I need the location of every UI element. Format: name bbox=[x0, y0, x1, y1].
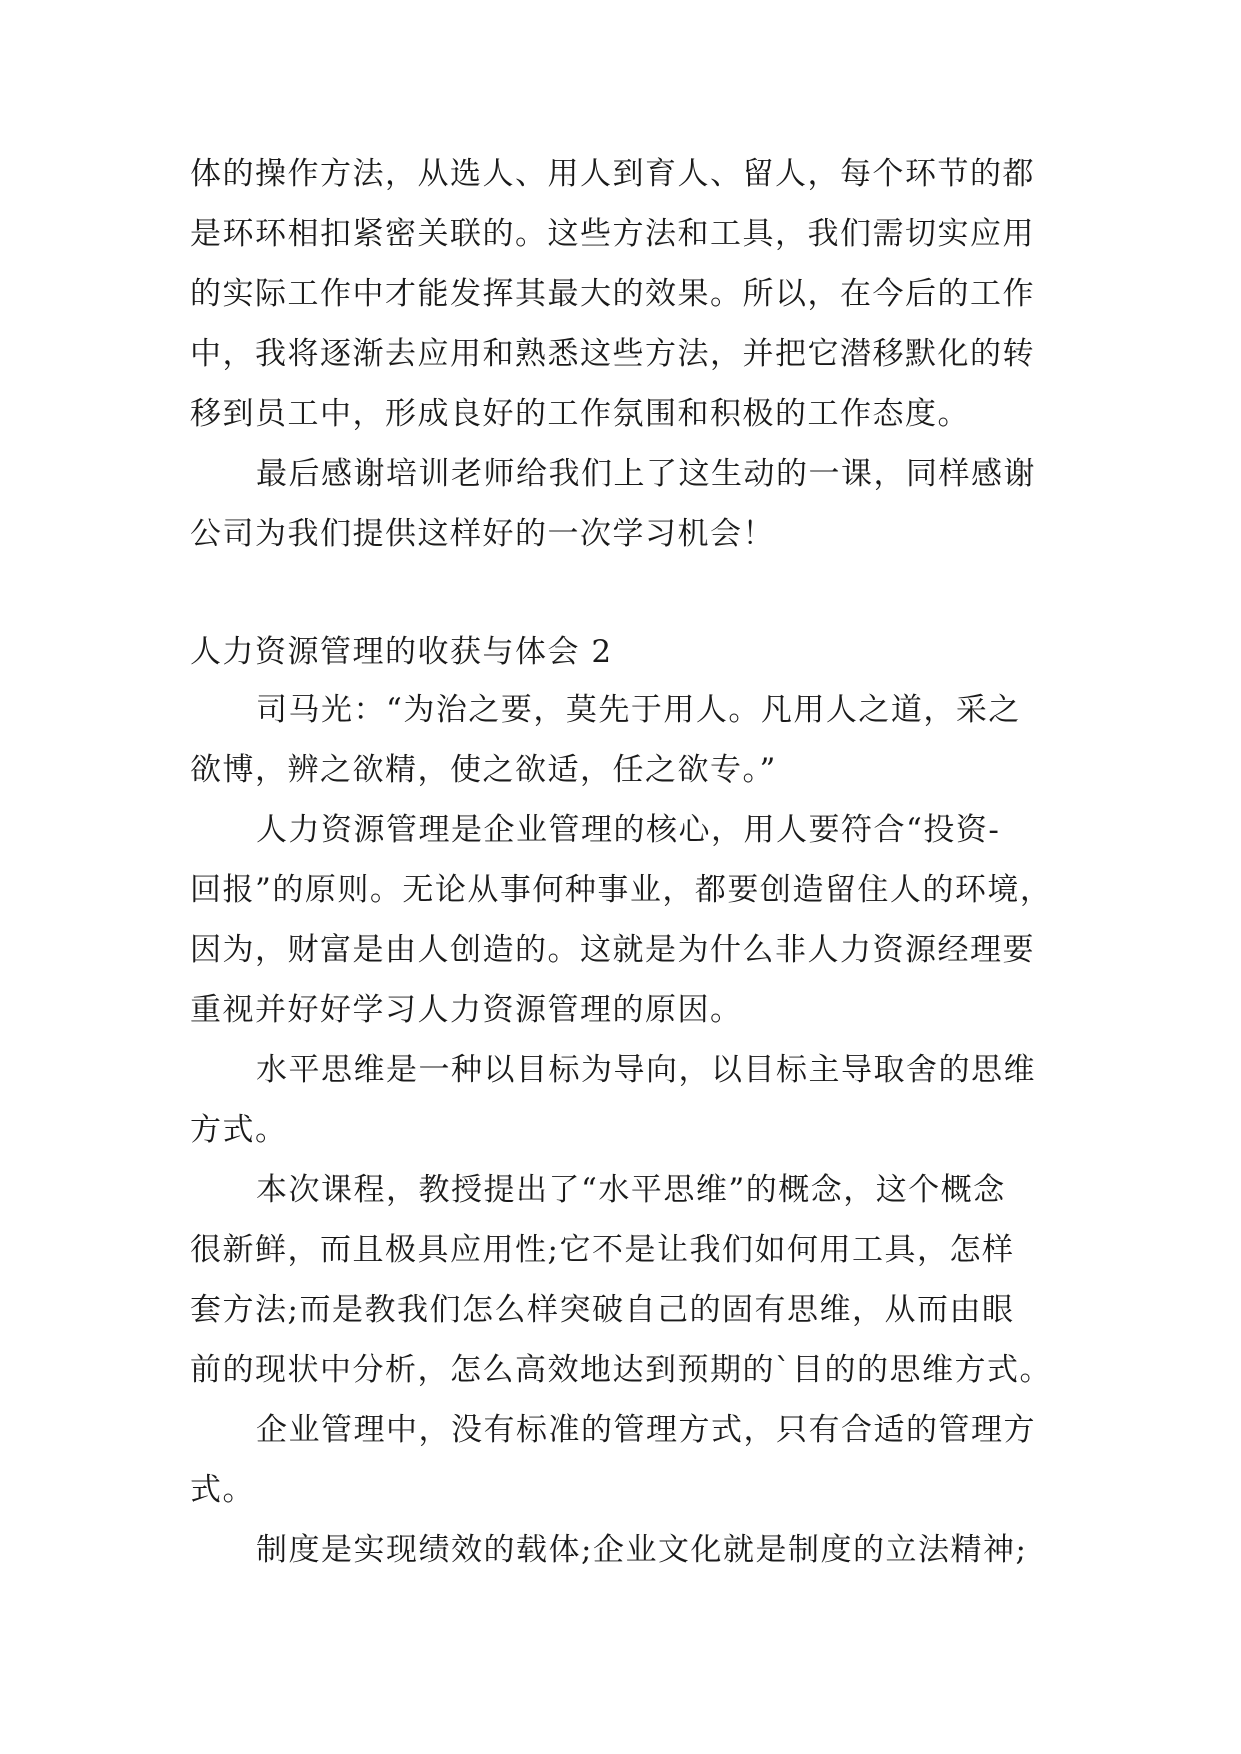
text-line: 体的操作方法，从选人、用人到育人、留人，每个环节的都 bbox=[190, 156, 1035, 192]
text-line: 回报”的原则。无论从事何种事业，都要创造留住人的环境， bbox=[190, 872, 1053, 908]
text-line: 因为，财富是由人创造的。这就是为什么非人力资源经理要 bbox=[190, 932, 1035, 968]
text-line: 制度是实现绩效的载体;企业文化就是制度的立法精神; bbox=[256, 1532, 1028, 1568]
text-line: 欲博，辨之欲精，使之欲适，任之欲专。” bbox=[190, 752, 777, 788]
text-line: 重视并好好学习人力资源管理的原因。 bbox=[190, 992, 743, 1028]
text-line: 人力资源管理是企业管理的核心，用人要符合“投资- bbox=[256, 812, 1001, 848]
text-line: 移到员工中，形成良好的工作氛围和积极的工作态度。 bbox=[190, 396, 970, 432]
text-line: 企业管理中，没有标准的管理方式，只有合适的管理方 bbox=[256, 1412, 1036, 1448]
text-line: 水平思维是一种以目标为导向，以目标主导取舍的思维 bbox=[256, 1052, 1036, 1088]
text-line: 前的现状中分析，怎么高效地达到预期的`目的的思维方式。 bbox=[190, 1352, 1052, 1388]
text-line: 最后感谢培训老师给我们上了这生动的一课，同样感谢 bbox=[256, 456, 1036, 492]
text-line: 司马光：“为治之要，莫先于用人。凡用人之道，采之 bbox=[256, 692, 1021, 728]
text-line: 套方法;而是教我们怎么样突破自己的固有思维，从而由眼 bbox=[190, 1292, 1015, 1328]
text-line: 很新鲜，而且极具应用性;它不是让我们如何用工具，怎样 bbox=[190, 1232, 1015, 1268]
text-line: 公司为我们提供这样好的一次学习机会！ bbox=[190, 516, 775, 552]
text-line: 式。 bbox=[190, 1472, 255, 1508]
text-line: 中，我将逐渐去应用和熟悉这些方法，并把它潜移默化的转 bbox=[190, 336, 1035, 372]
text-line: 本次课程，教授提出了“水平思维”的概念，这个概念 bbox=[256, 1172, 1006, 1208]
section-heading: 人力资源管理的收获与体会 2 bbox=[190, 634, 613, 670]
text-line: 方式。 bbox=[190, 1112, 288, 1148]
text-line: 的实际工作中才能发挥其最大的效果。所以，在今后的工作 bbox=[190, 276, 1035, 312]
text-line: 是环环相扣紧密关联的。这些方法和工具，我们需切实应用 bbox=[190, 216, 1035, 252]
